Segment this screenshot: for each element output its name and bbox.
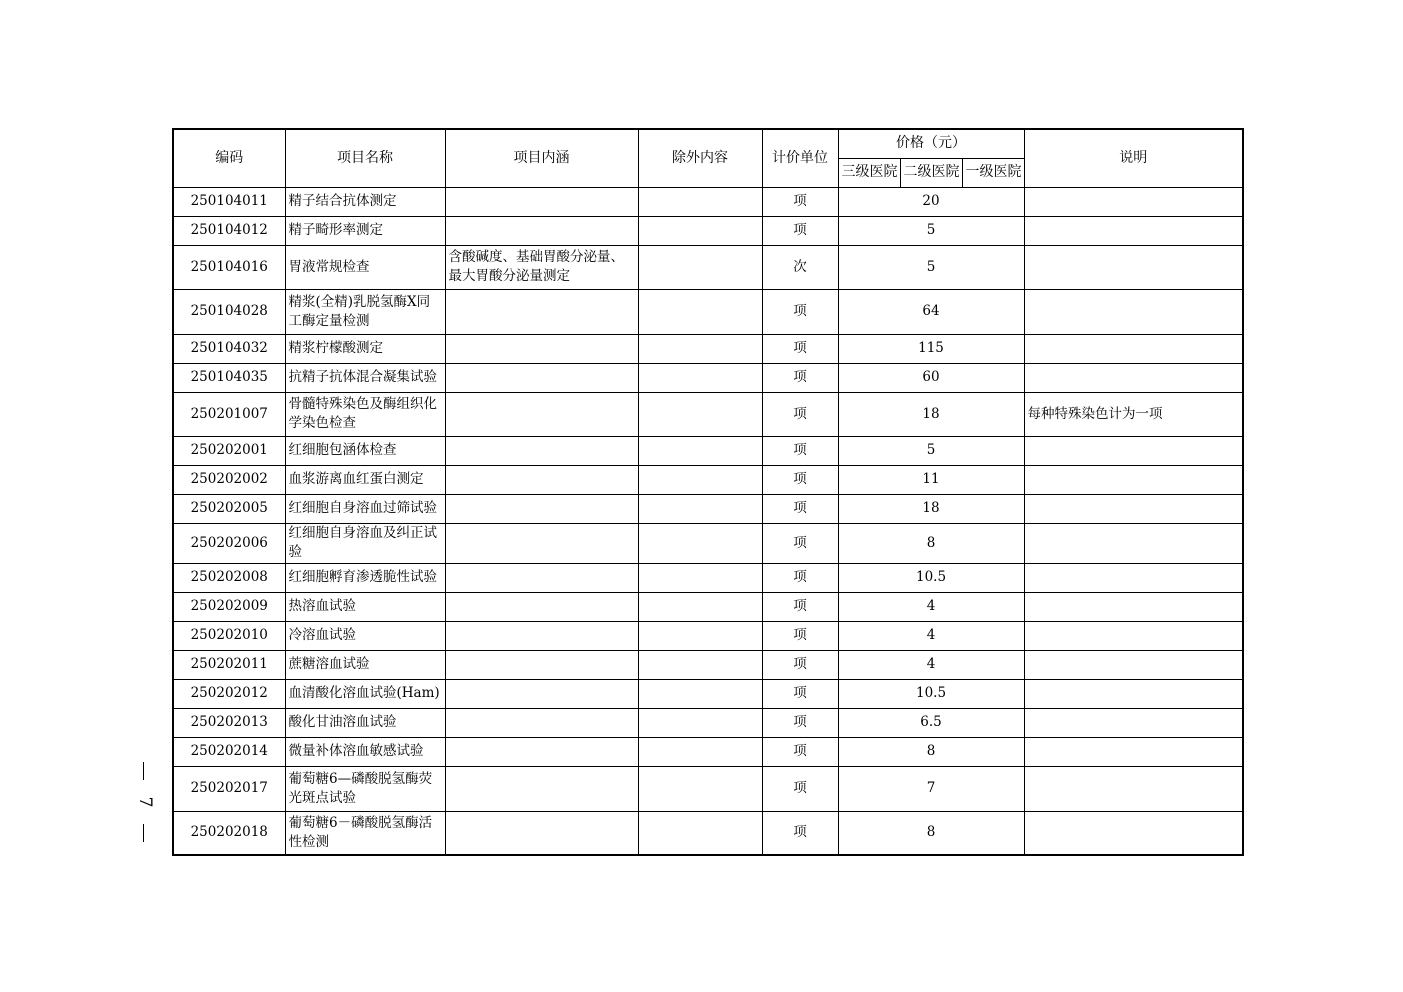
cell-exclusion <box>638 679 762 708</box>
cell-price: 4 <box>838 650 1024 679</box>
cell-price: 10.5 <box>838 563 1024 592</box>
cell-price: 5 <box>838 436 1024 465</box>
cell-code: 250104011 <box>173 187 285 216</box>
cell-content <box>445 679 638 708</box>
cell-unit: 项 <box>762 563 838 592</box>
cell-unit: 项 <box>762 289 838 334</box>
cell-note <box>1024 563 1243 592</box>
cell-content <box>445 563 638 592</box>
cell-content <box>445 708 638 737</box>
cell-note <box>1024 436 1243 465</box>
cell-code: 250202013 <box>173 708 285 737</box>
page-number-marker <box>134 762 156 844</box>
cell-code: 250202001 <box>173 436 285 465</box>
cell-exclusion <box>638 245 762 289</box>
cell-code: 250104012 <box>173 216 285 245</box>
cell-note <box>1024 289 1243 334</box>
cell-note <box>1024 334 1243 363</box>
cell-unit: 项 <box>762 650 838 679</box>
cell-content <box>445 650 638 679</box>
header-note: 说明 <box>1024 129 1243 187</box>
cell-content <box>445 334 638 363</box>
table-row <box>173 289 1243 334</box>
cell-name: 红细胞包涵体检查 <box>285 436 445 465</box>
table-row <box>173 494 1243 523</box>
cell-exclusion <box>638 187 762 216</box>
cell-price: 64 <box>838 289 1024 334</box>
cell-exclusion <box>638 334 762 363</box>
cell-content <box>445 523 638 563</box>
cell-code: 250202002 <box>173 465 285 494</box>
cell-note <box>1024 708 1243 737</box>
header-price-tier3: 三级医院 <box>838 158 900 187</box>
cell-note <box>1024 650 1243 679</box>
page-number: 7 <box>135 796 155 808</box>
table-row <box>173 363 1243 392</box>
cell-price: 5 <box>838 216 1024 245</box>
cell-exclusion <box>638 392 762 436</box>
cell-content <box>445 392 638 436</box>
cell-code: 250202018 <box>173 811 285 855</box>
cell-code: 250202012 <box>173 679 285 708</box>
cell-note: 每种特殊染色计为一项 <box>1024 392 1243 436</box>
cell-price: 8 <box>838 523 1024 563</box>
cell-unit: 项 <box>762 363 838 392</box>
cell-note <box>1024 187 1243 216</box>
cell-price: 18 <box>838 494 1024 523</box>
cell-name: 胃液常规检查 <box>285 245 445 289</box>
cell-name: 骨髓特殊染色及酶组织化学染色检查 <box>285 392 445 436</box>
cell-note <box>1024 494 1243 523</box>
cell-unit: 项 <box>762 708 838 737</box>
cell-unit: 项 <box>762 811 838 855</box>
cell-note <box>1024 216 1243 245</box>
cell-exclusion <box>638 465 762 494</box>
cell-name: 血清酸化溶血试验(Ham) <box>285 679 445 708</box>
table-row <box>173 523 1243 563</box>
cell-content <box>445 494 638 523</box>
header-name: 项目名称 <box>285 129 445 187</box>
cell-content <box>445 621 638 650</box>
cell-exclusion <box>638 289 762 334</box>
cell-note <box>1024 465 1243 494</box>
cell-name: 葡萄糖6－磷酸脱氢酶活性检测 <box>285 811 445 855</box>
cell-unit: 项 <box>762 523 838 563</box>
cell-note <box>1024 737 1243 766</box>
cell-note <box>1024 766 1243 811</box>
cell-price: 7 <box>838 766 1024 811</box>
cell-code: 250202008 <box>173 563 285 592</box>
cell-unit: 项 <box>762 494 838 523</box>
cell-content: 含酸碱度、基础胃酸分泌量、最大胃酸分泌量测定 <box>445 245 638 289</box>
cell-code: 250104032 <box>173 334 285 363</box>
cell-price: 5 <box>838 245 1024 289</box>
cell-code: 250202010 <box>173 621 285 650</box>
cell-content <box>445 187 638 216</box>
table-row <box>173 436 1243 465</box>
table-row <box>173 621 1243 650</box>
table-row <box>173 737 1243 766</box>
cell-exclusion <box>638 811 762 855</box>
table-row <box>173 592 1243 621</box>
cell-note <box>1024 592 1243 621</box>
cell-price: 60 <box>838 363 1024 392</box>
cell-name: 酸化甘油溶血试验 <box>285 708 445 737</box>
header-code: 编码 <box>173 129 285 187</box>
table-row <box>173 187 1243 216</box>
cell-note <box>1024 621 1243 650</box>
cell-content <box>445 289 638 334</box>
cell-note <box>1024 811 1243 855</box>
cell-code: 250202009 <box>173 592 285 621</box>
cell-unit: 次 <box>762 245 838 289</box>
cell-unit: 项 <box>762 737 838 766</box>
table-row <box>173 245 1243 289</box>
table-row <box>173 679 1243 708</box>
cell-exclusion <box>638 708 762 737</box>
cell-note <box>1024 679 1243 708</box>
cell-unit: 项 <box>762 621 838 650</box>
table-row <box>173 465 1243 494</box>
cell-unit: 项 <box>762 465 838 494</box>
table-row <box>173 563 1243 592</box>
header-exclusion: 除外内容 <box>638 129 762 187</box>
cell-exclusion <box>638 592 762 621</box>
cell-name: 红细胞孵育渗透脆性试验 <box>285 563 445 592</box>
table-row <box>173 766 1243 811</box>
cell-name: 精子结合抗体测定 <box>285 187 445 216</box>
cell-code: 250202017 <box>173 766 285 811</box>
cell-code: 250202011 <box>173 650 285 679</box>
cell-exclusion <box>638 363 762 392</box>
cell-exclusion <box>638 621 762 650</box>
cell-content <box>445 737 638 766</box>
cell-note <box>1024 363 1243 392</box>
cell-unit: 项 <box>762 392 838 436</box>
cell-price: 20 <box>838 187 1024 216</box>
cell-name: 微量补体溶血敏感试验 <box>285 737 445 766</box>
cell-content <box>445 766 638 811</box>
cell-content <box>445 436 638 465</box>
cell-code: 250202005 <box>173 494 285 523</box>
cell-price: 6.5 <box>838 708 1024 737</box>
cell-name: 冷溶血试验 <box>285 621 445 650</box>
cell-exclusion <box>638 523 762 563</box>
cell-price: 8 <box>838 811 1024 855</box>
cell-code: 250104016 <box>173 245 285 289</box>
header-price-tier1: 一级医院 <box>962 158 1024 187</box>
cell-price: 11 <box>838 465 1024 494</box>
page-number-dash-top <box>143 762 144 780</box>
cell-code: 250202006 <box>173 523 285 563</box>
cell-exclusion <box>638 216 762 245</box>
cell-price: 10.5 <box>838 679 1024 708</box>
cell-name: 葡萄糖6—磷酸脱氢酶荧光斑点试验 <box>285 766 445 811</box>
cell-content <box>445 592 638 621</box>
table-row <box>173 392 1243 436</box>
table-row <box>173 811 1243 855</box>
cell-exclusion <box>638 494 762 523</box>
header-content: 项目内涵 <box>445 129 638 187</box>
header-price-tier2: 二级医院 <box>900 158 962 187</box>
cell-unit: 项 <box>762 766 838 811</box>
cell-price: 8 <box>838 737 1024 766</box>
cell-code: 250202014 <box>173 737 285 766</box>
cell-unit: 项 <box>762 334 838 363</box>
cell-unit: 项 <box>762 216 838 245</box>
cell-code: 250104035 <box>173 363 285 392</box>
cell-note <box>1024 245 1243 289</box>
cell-code: 250201007 <box>173 392 285 436</box>
table-row <box>173 334 1243 363</box>
cell-name: 抗精子抗体混合凝集试验 <box>285 363 445 392</box>
table-row <box>173 708 1243 737</box>
cell-exclusion <box>638 436 762 465</box>
table-body <box>173 187 1243 855</box>
cell-content <box>445 363 638 392</box>
cell-exclusion <box>638 563 762 592</box>
cell-note <box>1024 523 1243 563</box>
cell-name: 精浆柠檬酸测定 <box>285 334 445 363</box>
cell-exclusion <box>638 737 762 766</box>
cell-price: 115 <box>838 334 1024 363</box>
header-unit: 计价单位 <box>762 129 838 187</box>
cell-exclusion <box>638 650 762 679</box>
cell-content <box>445 811 638 855</box>
table-row <box>173 216 1243 245</box>
cell-name: 精浆(全精)乳脱氢酶X同工酶定量检测 <box>285 289 445 334</box>
cell-price: 4 <box>838 621 1024 650</box>
price-table <box>172 128 1244 856</box>
page-number-dash-bottom <box>143 824 144 842</box>
cell-unit: 项 <box>762 679 838 708</box>
cell-name: 精子畸形率测定 <box>285 216 445 245</box>
cell-content <box>445 465 638 494</box>
cell-unit: 项 <box>762 187 838 216</box>
cell-name: 蔗糖溶血试验 <box>285 650 445 679</box>
cell-exclusion <box>638 766 762 811</box>
cell-content <box>445 216 638 245</box>
cell-code: 250104028 <box>173 289 285 334</box>
cell-name: 红细胞自身溶血过筛试验 <box>285 494 445 523</box>
cell-unit: 项 <box>762 592 838 621</box>
cell-name: 热溶血试验 <box>285 592 445 621</box>
header-price-group: 价格（元） <box>838 129 1024 158</box>
table-row <box>173 650 1243 679</box>
cell-unit: 项 <box>762 436 838 465</box>
cell-price: 4 <box>838 592 1024 621</box>
cell-price: 18 <box>838 392 1024 436</box>
cell-name: 血浆游离血红蛋白测定 <box>285 465 445 494</box>
cell-name: 红细胞自身溶血及纠正试验 <box>285 523 445 563</box>
